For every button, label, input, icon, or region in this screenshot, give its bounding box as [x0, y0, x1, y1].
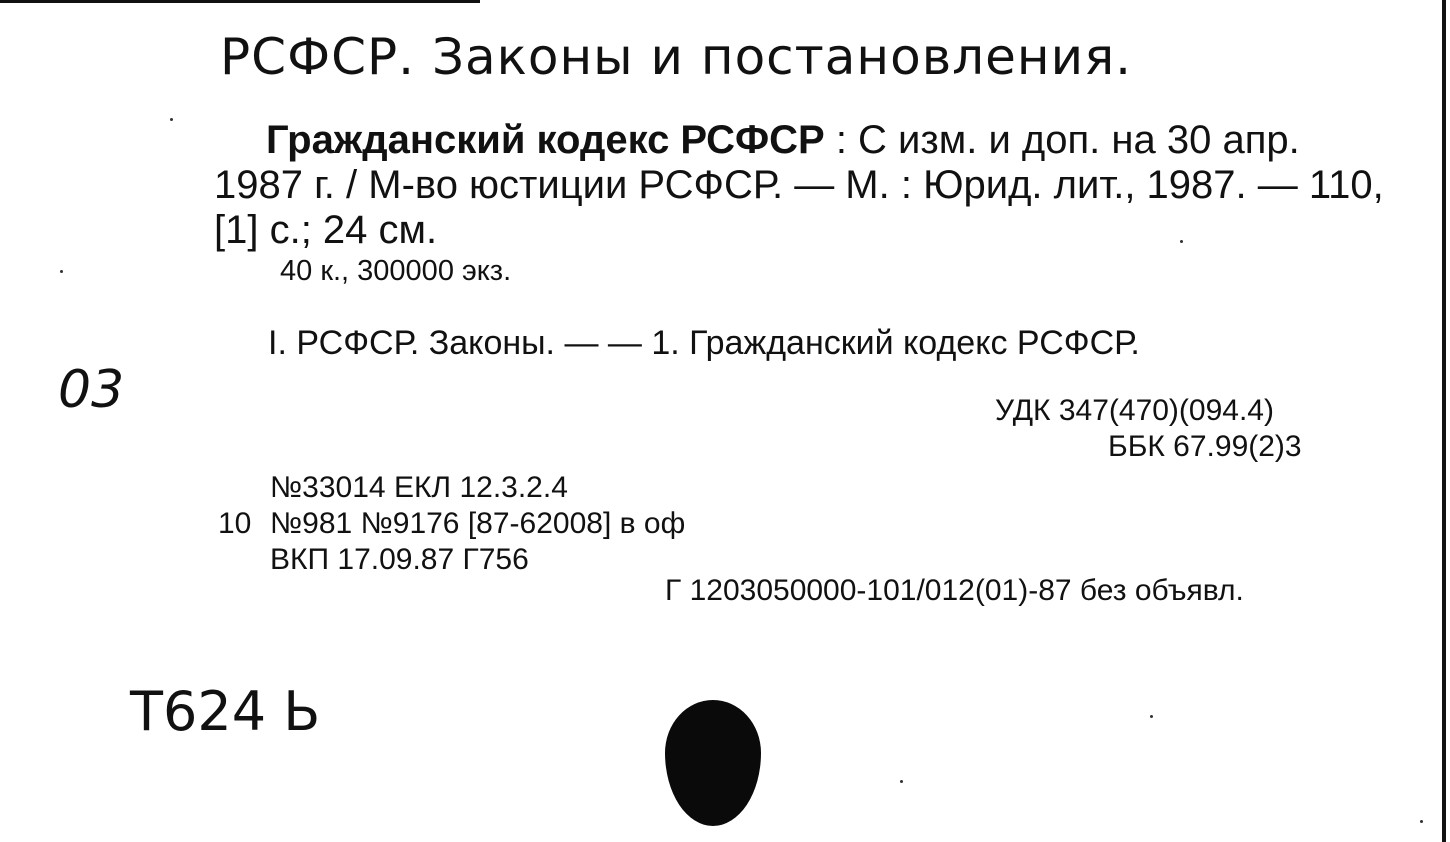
speck — [170, 118, 173, 121]
handwritten-shelfmark: Т624 Ь — [130, 680, 321, 743]
tech-line: 10 №981 №9176 [87-62008] в оф — [218, 507, 686, 540]
technical-block — [218, 470, 685, 578]
card-top-border — [0, 0, 480, 3]
tracing-line: I. РСФСР. Законы. — — 1. Гражданский кодекс РСФСР. — [268, 324, 1140, 362]
bibliographic-entry — [214, 118, 1384, 253]
speck — [1420, 820, 1423, 823]
price-line: 40 к., 300000 экз. — [280, 255, 512, 287]
handwritten-heading: РСФСР. Законы и постановления. — [220, 28, 1133, 86]
tech-line: ВКП 17.09.87 Г756 — [270, 543, 529, 576]
entry-title: Гражданский кодекс РСФСР — [266, 118, 825, 162]
bbk-code: ББК 67.99(2)3 — [1108, 430, 1302, 463]
speck — [1150, 715, 1153, 718]
tech-line: №33014 ЕКЛ 12.3.2.4 — [270, 471, 568, 504]
speck — [1180, 240, 1183, 243]
card-punch-hole — [665, 700, 761, 826]
handwritten-mark-03: 03 — [58, 360, 125, 420]
udk-code: УДК 347(470)(094.4) — [995, 394, 1274, 427]
entry-description: : С изм. и доп. на 30 апр. 1987 г. / М-во юстиции РСФСР. — М. : Юрид. лит., 1987. — 110, [1] с.; 24 см. — [214, 118, 1384, 252]
card-right-border — [1442, 0, 1446, 842]
speck — [900, 780, 903, 783]
g-code-line: Г 1203050000-101/012(01)-87 без объявл. — [665, 574, 1244, 607]
speck — [60, 270, 63, 273]
